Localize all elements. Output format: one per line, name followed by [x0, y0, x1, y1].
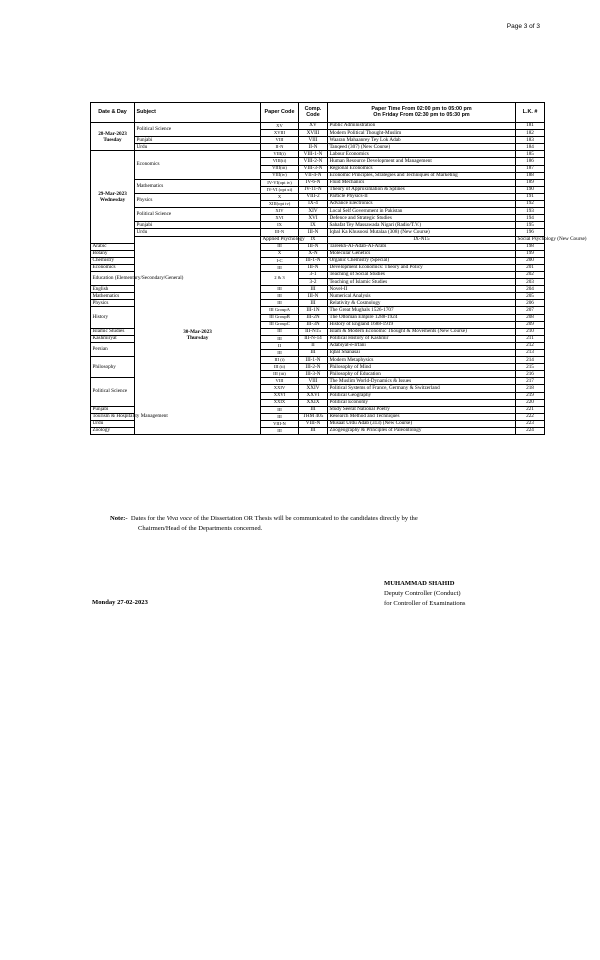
paper-code-cell: VIII(ii)	[261, 158, 299, 165]
lk-number-cell: 208	[516, 314, 545, 321]
paper-title-cell: The Muslim World-Dynamics & Issues	[328, 378, 516, 385]
comp-code-cell: IX-4	[299, 201, 328, 208]
paper-title-cell: Philosophy of Education	[328, 371, 516, 378]
comp-code-cell: III-N15	[299, 328, 328, 335]
lk-number-cell: 192	[516, 201, 545, 208]
paper-code-cell: I-C	[261, 257, 299, 264]
lk-number-cell: 194	[516, 215, 545, 222]
paper-code-cell: III	[261, 335, 299, 342]
lk-number-cell: 201	[516, 264, 545, 271]
page-number: Page 3 of 3	[506, 23, 540, 30]
date-day-cell	[91, 151, 135, 243]
paper-code-cell: III GroupC	[261, 321, 299, 328]
paper-code-cell: XV	[261, 123, 299, 130]
subject-cell: Economics	[135, 151, 261, 179]
note-label: Note:-	[110, 515, 128, 522]
lk-number-cell: 195	[516, 222, 545, 229]
header-paper-time	[328, 103, 516, 123]
paper-title-cell: Regional Economics	[328, 165, 516, 172]
paper-title-cell: Islam & Modern Economic Thought & Movements (New Course)	[328, 328, 516, 335]
table-body	[91, 122, 587, 435]
lk-number-cell: 189	[516, 179, 545, 186]
paper-code-cell: IX	[261, 222, 299, 229]
comp-code-cell: III-2-N	[299, 364, 328, 371]
paper-code-cell: III	[261, 413, 299, 420]
lk-number-cell: 219	[516, 392, 545, 399]
table-row	[91, 208, 545, 215]
comp-code-cell: 3-2	[299, 279, 328, 286]
lk-number-cell: 217	[516, 378, 545, 385]
paper-code-cell: VIII(iv)	[261, 172, 299, 179]
paper-code-cell: VIII(i)	[261, 151, 299, 158]
table-row	[91, 229, 545, 236]
paper-title-cell: Adabiyat-e-Irfani	[328, 342, 516, 349]
table-header-row	[91, 103, 545, 123]
paper-title-cell: Tareekh-Al-Adab-Al-Arabi	[328, 243, 516, 250]
comp-code-cell: III-N	[299, 264, 328, 271]
header-lk: L.K. #	[516, 103, 545, 123]
paper-code-cell: VIII-N	[261, 420, 299, 427]
comp-code-cell: III-N-14	[299, 335, 328, 342]
lk-number-cell: 205	[516, 293, 545, 300]
exam-schedule-table	[90, 102, 587, 435]
paper-title-cell: The Great Mughals 1526-1707	[328, 307, 516, 314]
comp-code-cell: IX-N15	[328, 236, 516, 243]
subject-cell: Kashmiryat	[91, 335, 135, 342]
comp-code-cell: III-N	[299, 243, 328, 250]
paper-code-cell: III	[261, 264, 299, 271]
lk-number-cell: 223	[516, 420, 545, 427]
comp-code-cell: III	[299, 406, 328, 413]
date-day-cell	[135, 236, 261, 435]
paper-title-cell: Advance Electronics	[328, 201, 516, 208]
paper-title-cell: Organic Chemistry (Special)	[328, 257, 516, 264]
lk-number-cell: 190	[516, 186, 545, 193]
paper-title-cell: Zoogeography & Principles of Paleontology	[328, 428, 516, 435]
lk-number-cell: 214	[516, 357, 545, 364]
paper-code-cell: XIV	[261, 208, 299, 215]
issue-date: Monday 27-02-2023	[92, 599, 148, 606]
comp-code-cell: III	[299, 286, 328, 293]
note-viva-voce: Viva voce	[166, 515, 192, 522]
paper-title-cell: The Ottoman Empire 1288-1924	[328, 314, 516, 321]
table-row	[91, 193, 545, 200]
paper-title-cell: Political Systems of France, Germany & Switzerland	[328, 385, 516, 392]
comp-code-cell: III-N	[299, 229, 328, 236]
paper-title-cell: Teaching of Islamic Studies	[328, 279, 516, 286]
note-line2: Chairmen/Head of the Departments concerned.	[138, 524, 263, 532]
subject-cell: Political Science	[135, 123, 261, 137]
paper-code-cell: III	[261, 293, 299, 300]
comp-code-cell: VII-4-N	[299, 172, 328, 179]
paper-title-cell: Sahafat Tey Massawada Nigari (Radio/T.V.)	[328, 222, 516, 229]
subject-cell: Urdu	[91, 420, 135, 427]
paper-code-cell: III (iii)	[261, 371, 299, 378]
paper-title-cell: Modern Metaphysics	[328, 357, 516, 364]
table-row	[91, 236, 545, 243]
lk-number-cell: 198	[516, 243, 545, 250]
comp-code-cell: III-1-N	[299, 257, 328, 264]
lk-number-cell: 203	[516, 279, 545, 286]
paper-code-cell: III	[261, 300, 299, 307]
paper-code-cell: VIII	[261, 378, 299, 385]
comp-code-cell: X-N	[299, 250, 328, 257]
table-row	[91, 222, 545, 229]
comp-code-cell: III-3-N	[299, 371, 328, 378]
lk-number-cell: 222	[516, 413, 545, 420]
paper-title-cell: Molecular Genetics	[328, 250, 516, 257]
paper-title-cell: Political History of Kashmir	[328, 335, 516, 342]
comp-code-cell: III-1-N	[299, 357, 328, 364]
lk-number-cell: 212	[516, 342, 545, 349]
subject-cell: Mathematics	[135, 179, 261, 193]
comp-code-cell: III-2N	[299, 314, 328, 321]
lk-number-cell: 193	[516, 208, 545, 215]
lk-number-cell: 182	[516, 130, 545, 137]
comp-code-cell: XXIX	[299, 399, 328, 406]
lk-number-cell: 187	[516, 165, 545, 172]
lk-number-cell: 215	[516, 364, 545, 371]
paper-code-cell: III	[261, 243, 299, 250]
signatory-name: MUHAMMAD SHAHID	[384, 580, 455, 587]
subject-cell: English	[91, 286, 135, 293]
note-text-before: Dates for the	[130, 515, 167, 522]
lk-number-cell: 181	[516, 123, 545, 130]
comp-code-cell: IV-11-N	[299, 186, 328, 193]
subject-cell: Applied Psychology	[262, 235, 305, 242]
header-date-day: Date & Day	[91, 103, 135, 123]
comp-code-cell: THM 405	[299, 413, 328, 420]
signatory-title: Deputy Controller (Conduct)	[384, 590, 461, 597]
subject-cell: Education (Elementary/Secondary/General)	[91, 271, 135, 285]
comp-code-cell: II	[299, 342, 328, 349]
table-row	[91, 123, 545, 130]
header-subject: Subject	[135, 103, 261, 123]
subject-cell: Physics	[135, 193, 261, 207]
lk-number-cell: 202	[516, 271, 545, 278]
comp-code-cell: IV-6-N	[299, 179, 328, 186]
lk-number-cell: 199	[516, 250, 545, 257]
paper-title-cell: Particle Physics-II	[328, 193, 516, 200]
comp-code-cell: 3-1	[299, 271, 328, 278]
paper-title-cell: Public Administration	[328, 123, 516, 130]
comp-code-cell: XVI	[299, 215, 328, 222]
lk-number-cell: 204	[516, 286, 545, 293]
signatory-for: for Controller of Examinations	[384, 600, 466, 607]
paper-title-cell: Relativity & Cosmology	[328, 300, 516, 307]
lk-number-cell: 196	[516, 229, 545, 236]
paper-code-cell: III GroupB	[261, 314, 299, 321]
paper-code-cell: X	[261, 193, 299, 200]
exam-date: 28-Mar-2023	[98, 130, 127, 137]
exam-day: Wednesday	[99, 196, 126, 203]
paper-title-cell: Research Method and Techniques	[328, 413, 516, 420]
subject-cell: Political Science	[91, 378, 135, 406]
subject-cell: Arabic	[91, 243, 135, 250]
paper-code-cell: VIII(iii)	[261, 165, 299, 172]
note	[110, 514, 530, 533]
comp-code-cell: VIII-1-N	[299, 151, 328, 158]
exam-day: Tuesday	[103, 136, 122, 143]
comp-code-cell: VIII-N	[299, 420, 328, 427]
paper-code-cell: IV-VI(opt iv)	[261, 179, 299, 186]
lk-number-cell: 218	[516, 385, 545, 392]
comp-code-cell: VIII	[299, 137, 328, 144]
paper-code-cell: X	[261, 250, 299, 257]
subject-cell: Urdu	[135, 144, 261, 151]
paper-code-cell: VIII	[261, 137, 299, 144]
paper-code-cell: 2 & 3	[261, 271, 299, 285]
paper-code-cell: XXIV	[261, 385, 299, 392]
paper-code-cell: XXVI	[261, 392, 299, 399]
paper-code-cell: III	[261, 428, 299, 435]
comp-code-cell: III	[299, 428, 328, 435]
paper-title-cell: Modern Political Thought-Muslim	[328, 130, 516, 137]
lk-number-cell: 207	[516, 307, 545, 314]
header-paper-code: Paper Code	[261, 103, 299, 123]
paper-title-cell: Local Self Government in Pakistan	[328, 208, 516, 215]
subject-cell: Punjabi	[135, 137, 261, 144]
subject-cell: History	[91, 307, 135, 328]
paper-code-cell: III-N	[261, 229, 299, 236]
header-comp-code: Comp. Code	[299, 103, 328, 123]
subject-cell: Political Science	[135, 208, 261, 222]
paper-code-cell: III	[261, 328, 299, 335]
paper-title-cell: Musaat Urdu Adab (313) (New Course)	[328, 420, 516, 427]
lk-number-cell: 221	[516, 406, 545, 413]
lk-number-cell: 209	[516, 321, 545, 328]
comp-code-cell: XXVI	[299, 392, 328, 399]
paper-title-cell: Theory of Approximation & Splines	[328, 186, 516, 193]
paper-code-cell: III	[261, 350, 299, 357]
paper-title-cell: Fluid Mechanics	[328, 179, 516, 186]
comp-code-cell: XXIV	[299, 385, 328, 392]
paper-title-cell: Human Resource Development and Management	[328, 158, 516, 165]
exam-date: 30-Mar-2023	[183, 329, 212, 336]
comp-code-cell: VIII-3-N	[299, 165, 328, 172]
header-paper-time-line1: Paper Time From 02:00 pm to 05:00 pm	[371, 106, 472, 113]
comp-code-cell: III	[299, 300, 328, 307]
comp-code-cell: III	[299, 350, 328, 357]
paper-title-cell: Tanqeed (307) (New Course)	[328, 144, 516, 151]
comp-code-cell: II-N	[299, 144, 328, 151]
paper-code-cell: IV-VI (opt xi)	[261, 186, 299, 193]
paper-title-cell: Iqbal Shanasai	[328, 350, 516, 357]
lk-number-cell: 188	[516, 172, 545, 179]
date-day-cell	[91, 123, 135, 151]
paper-title-cell: Social Psychology (New Course)	[517, 235, 587, 242]
lk-number-cell: 186	[516, 158, 545, 165]
paper-title-cell: Study Seerat National Poetry	[328, 406, 516, 413]
comp-code-cell: XVIII	[299, 130, 328, 137]
comp-code-cell: VIII-2-N	[299, 158, 328, 165]
paper-code-cell: III (ii)	[261, 364, 299, 371]
paper-title-cell: Philosophy of Mind	[328, 364, 516, 371]
table-row	[91, 179, 545, 186]
paper-code-cell: II	[261, 342, 299, 349]
paper-title-cell: Novel-II	[328, 286, 516, 293]
paper-code-cell: XVI	[261, 215, 299, 222]
paper-title-cell: Political Economy	[328, 399, 516, 406]
comp-code-cell: III-1N	[299, 307, 328, 314]
subject-cell: Punjabi	[91, 406, 135, 413]
table-row	[91, 151, 545, 158]
paper-code-cell: III	[261, 406, 299, 413]
paper-code-cell: III (i)	[261, 357, 299, 364]
paper-title-cell: History of England 1688-1919	[328, 321, 516, 328]
paper-code-cell: XIII(opt iv)	[261, 201, 299, 208]
comp-code-cell: VIII	[299, 378, 328, 385]
header-paper-time-line2: On Friday From 02:30 pm to 05:30 pm	[373, 111, 470, 118]
comp-code-cell: XIV	[299, 208, 328, 215]
lk-number-cell: 206	[516, 300, 545, 307]
lk-number-cell: 185	[516, 151, 545, 158]
subject-cell: Economics	[91, 264, 135, 271]
paper-title-cell: Labour Economics	[328, 151, 516, 158]
exam-day: Thursday	[186, 335, 209, 342]
lk-number-cell: 184	[516, 144, 545, 151]
subject-cell: Mathematics	[91, 293, 135, 300]
subject-cell: Botany	[91, 250, 135, 257]
paper-title-cell: Political Geography	[328, 392, 516, 399]
lk-number-cell: 191	[516, 193, 545, 200]
paper-code-cell: III	[261, 286, 299, 293]
paper-title-cell: Development Economics: Theory and Policy	[328, 264, 516, 271]
lk-number-cell: 224	[516, 428, 545, 435]
paper-code-cell: XVIII	[261, 130, 299, 137]
lk-number-cell: 210	[516, 328, 545, 335]
subject-cell: Physics	[91, 300, 135, 307]
paper-code-cell: IX	[299, 236, 328, 243]
comp-code-cell: IX	[299, 222, 328, 229]
subject-cell: Chemistry	[91, 257, 135, 264]
paper-title-cell: Defence and Strategic Studies	[328, 215, 516, 222]
note-text-after: of the Dissertation OR Thesis will be communicated to the candidates directly by the	[191, 515, 418, 522]
lk-number-cell: 200	[516, 257, 545, 264]
paper-title-cell: Waaran Mahaanrey Tey Lok Adab	[328, 137, 516, 144]
comp-code-cell: III-N	[299, 293, 328, 300]
subject-cell: Philosophy	[91, 357, 135, 378]
subject-cell: Persian	[91, 342, 135, 356]
subject-cell: Tourism & Hospitality Management	[92, 413, 168, 420]
subject-cell: Punjabi	[135, 222, 261, 229]
lk-number-cell: 216	[516, 371, 545, 378]
subject-cell: Islamic Studies	[91, 328, 135, 335]
subject-cell: Urdu	[135, 229, 261, 236]
lk-number-cell: 213	[516, 350, 545, 357]
paper-code-cell: III GroupA	[261, 307, 299, 314]
subject-cell: Zoology	[91, 428, 135, 435]
comp-code-cell: XV	[299, 123, 328, 130]
exam-date: 29-Mar-2023	[98, 190, 127, 197]
lk-number-cell: 183	[516, 137, 545, 144]
signature-block	[384, 579, 544, 609]
paper-title-cell: Iqbal Ka Khusoosi Mutalaa (308) (New Course)	[328, 229, 516, 236]
paper-title-cell: Economic Principles, Strategies and Techniques of Marketing	[328, 172, 516, 179]
lk-number-cell: 211	[516, 335, 545, 342]
lk-number-cell: 220	[516, 399, 545, 406]
paper-title-cell: Numerical Analysis	[328, 293, 516, 300]
table-row	[91, 137, 545, 144]
comp-code-cell: VIII-2	[299, 193, 328, 200]
paper-code-cell: II-N	[261, 144, 299, 151]
comp-code-cell: III-3N	[299, 321, 328, 328]
paper-title-cell: Teaching of Social Studies	[328, 271, 516, 278]
paper-code-cell: XXIX	[261, 399, 299, 406]
table-row	[91, 144, 545, 151]
